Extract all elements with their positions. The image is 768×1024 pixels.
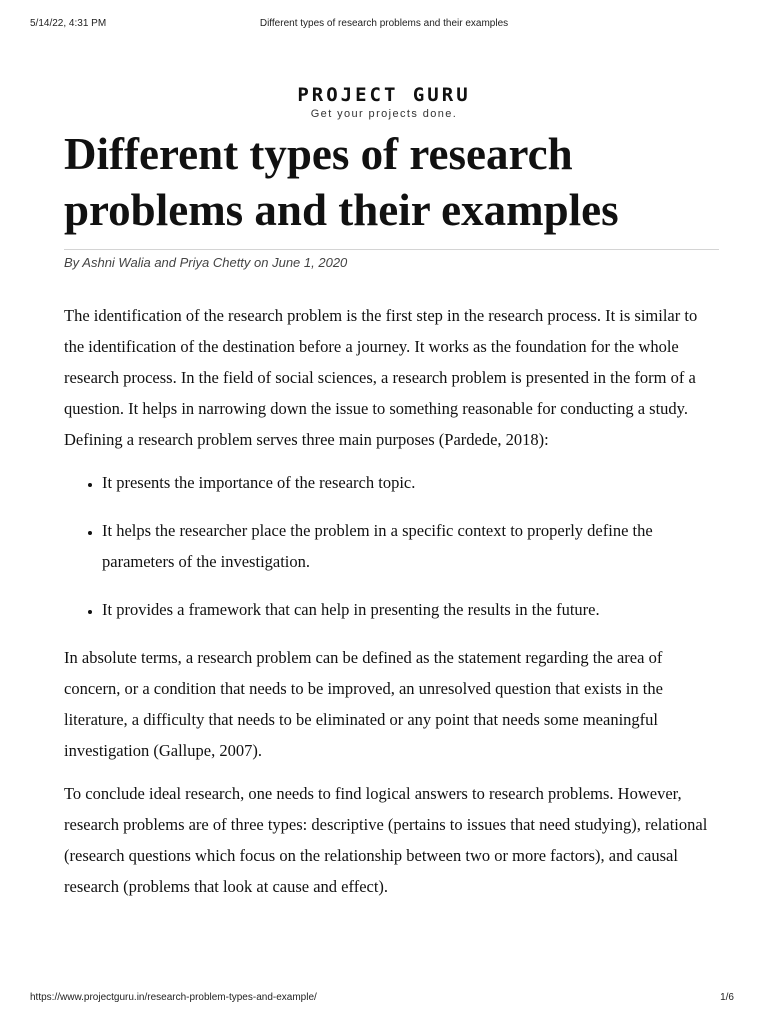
print-datetime: 5/14/22, 4:31 PM xyxy=(30,18,107,29)
page-number: 1/6 xyxy=(720,992,734,1003)
list-item: • It provides a framework that can help in presenting the results in the future. xyxy=(102,594,714,625)
paragraph: In absolute terms, a research problem can be defined as the statement regarding the area of concern, or a condition that needs to be improved, an unresolved question that exists in the literature, a difficulty that needs to be eliminated or any point that needs some meaningful investigation (Gallupe, 2007). xyxy=(64,648,663,760)
article-title: Different types of research problems and their examples xyxy=(64,129,619,235)
site-tagline: Get your projects done. xyxy=(310,108,458,120)
purpose-list xyxy=(64,467,714,625)
site-logo[interactable]: PROJECT GURU xyxy=(297,84,471,106)
paragraph: The identification of the research problem is the first step in the research process. It is similar to the identification of the destination before a journey. It works as the foundation for the whole research process. In the field of social sciences, a research problem is presented in the form of a question. It helps in narrowing down the issue to something reasonable for conducting a study. Defining a research problem serves three main purposes (Pardede, 2018): xyxy=(64,306,698,449)
list-item: • It helps the researcher place the problem in a specific context to properly define the parameters of the investigation. xyxy=(102,515,714,577)
title-divider xyxy=(64,249,719,250)
list-item: • It presents the importance of the research topic. xyxy=(102,467,714,498)
article-byline: By Ashni Walia and Priya Chetty on June 1, 2020 xyxy=(64,255,348,270)
print-page-title: Different types of research problems and their examples xyxy=(259,18,509,29)
paragraph: To conclude ideal research, one needs to find logical answers to research problems. However, research problems are of three types: descriptive (pertains to issues that need studying), relational (research questions which focus on the relationship between two or more factors), and causal research (problems that look at cause and effect). xyxy=(64,784,708,896)
print-footer xyxy=(0,992,768,1006)
article-body xyxy=(64,300,714,914)
print-header xyxy=(0,18,768,32)
print-url: https://www.projectguru.in/research-problem-types-and-example/ xyxy=(30,992,317,1003)
